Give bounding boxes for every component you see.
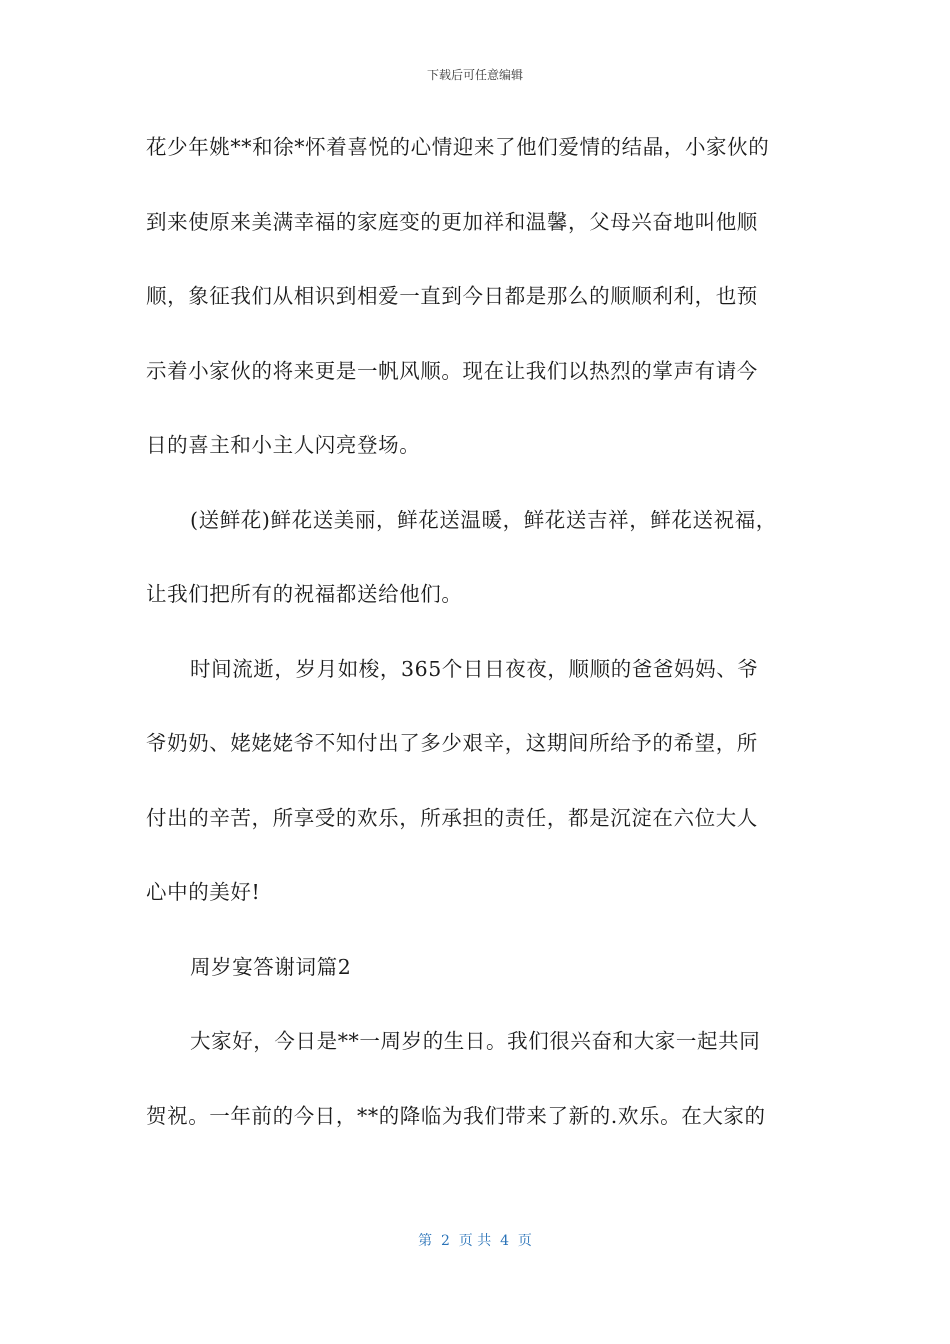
text-line: 让我们把所有的祝福都送给他们。 bbox=[146, 582, 463, 606]
paragraph-start-line: 时间流逝，岁月如梭，365个日日夜夜，顺顺的爸爸妈妈、爷 bbox=[190, 656, 759, 681]
document-body bbox=[146, 128, 806, 1171]
text-line: 付出的辛苦，所享受的欢乐，所承担的责任，都是沉淀在六位大人 bbox=[146, 805, 758, 830]
text-line: 日的喜主和小主人闪亮登场。 bbox=[146, 433, 421, 457]
text-line: 花少年姚**和徐*怀着喜悦的心情迎来了他们爱情的结晶，小家伙的 bbox=[146, 135, 770, 159]
text-line: 示着小家伙的将来更是一帆风顺。现在让我们以热烈的掌声有请今 bbox=[146, 358, 758, 383]
page-header-note: 下载后可任意编辑 bbox=[426, 68, 523, 82]
page-number-footer: 第 2 页 共 4 页 bbox=[418, 1233, 532, 1249]
paragraph-start-line: (送鲜花)鲜花送美丽，鲜花送温暖，鲜花送吉祥，鲜花送祝福， bbox=[190, 507, 777, 532]
paragraph-start-line: 大家好，今日是**一周岁的生日。我们很兴奋和大家一起共同 bbox=[190, 1029, 761, 1053]
text-line: 爷奶奶、姥姥姥爷不知付出了多少艰辛，这期间所给予的希望，所 bbox=[146, 731, 758, 755]
text-line: 心中的美好! bbox=[146, 880, 261, 904]
section-heading: 周岁宴答谢词篇2 bbox=[190, 954, 352, 979]
text-line: 到来使原来美满幸福的家庭变的更加祥和温馨，父母兴奋地叫他顺 bbox=[146, 209, 758, 234]
text-line: 顺，象征我们从相识到相爱一直到今日都是那么的顺顺利利，也预 bbox=[146, 284, 758, 308]
text-line: 贺祝。一年前的今日，**的降临为我们带来了新的.欢乐。在大家的 bbox=[146, 1103, 766, 1128]
